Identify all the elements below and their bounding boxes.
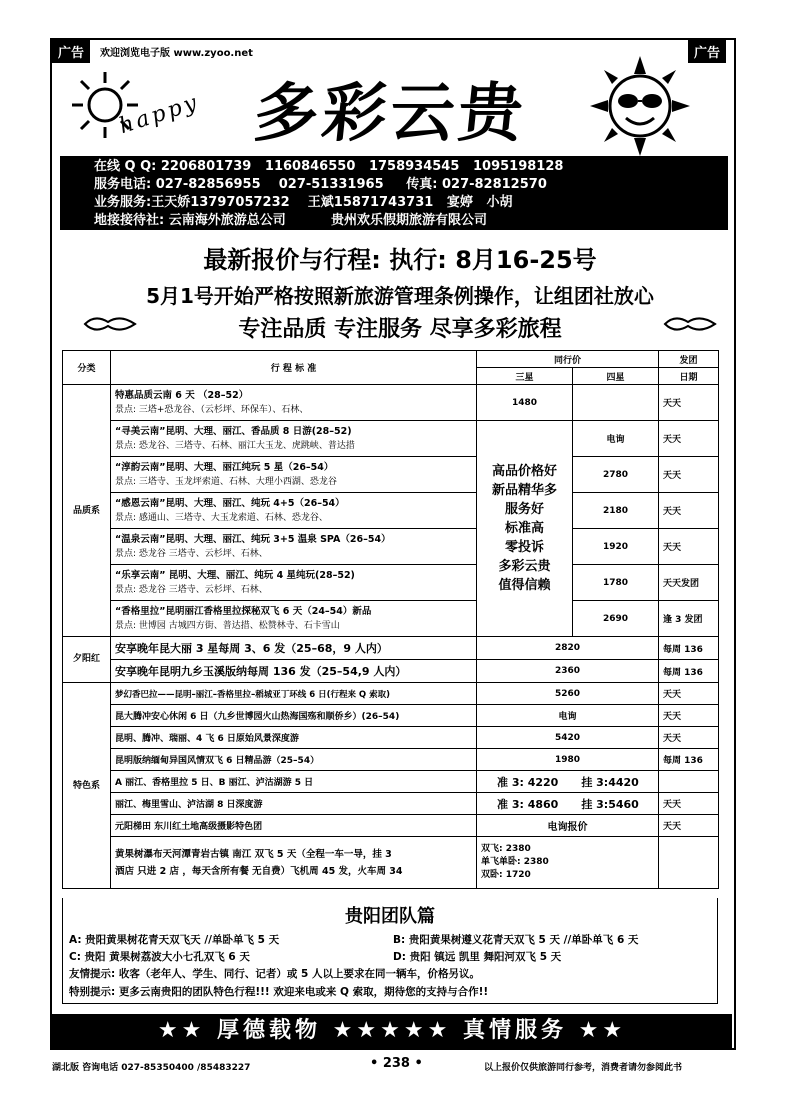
table-row xyxy=(63,421,719,457)
quality-blurb xyxy=(477,421,573,637)
route-title: A 丽江、香格里拉 5 日、B 丽江、泸沽湖游 5 日 xyxy=(111,771,477,793)
route-price: 5260 xyxy=(477,683,659,705)
price-line: 单飞单卧: 2380 xyxy=(481,857,549,867)
departure-date: 天天 xyxy=(659,457,719,493)
departure-date: 天天 xyxy=(659,529,719,565)
route-price: 2360 xyxy=(477,660,659,683)
table-row xyxy=(63,727,719,749)
route-line: 酒店 只进 2 店 ，每天含所有餐 无自费）飞机周 45 发，火车周 34 xyxy=(115,865,403,877)
table-row xyxy=(63,565,719,601)
departure-date: 逢 3 发团 xyxy=(659,601,719,637)
header-route: 行 程 标 准 xyxy=(111,351,477,385)
route-price-pair xyxy=(477,771,659,793)
departure-date: 天天 xyxy=(659,705,719,727)
page-number: • 238 • xyxy=(370,1056,423,1071)
category-quality: 品质系 xyxy=(63,385,111,637)
bottom-banner: ★★ 厚德载物 ★★★★★ 真情服务 ★★ xyxy=(52,1014,732,1048)
route-title: 元阳梯田 东川红土地高级摄影特色团 xyxy=(111,815,477,837)
header-four-star: 四星 xyxy=(573,368,659,385)
route-title: 丽江、梅里雪山、泸沽湖 8 日深度游 xyxy=(111,793,477,815)
footer-disclaimer: 以上报价仅供旅游同行参考，消费者请勿参阅此书 xyxy=(484,1063,683,1073)
contact-qq: 在线 Q Q: 2206801739 1160846550 1758934545 1095198128 xyxy=(94,159,564,174)
blurb-line: 标准高 xyxy=(504,521,544,536)
price-four-star: 1780 xyxy=(573,565,659,601)
table-row xyxy=(63,660,719,683)
price-b: 挂 3:5460 xyxy=(581,797,639,811)
route-spots: 景点: 三塔寺、玉龙坪索道、石林、大理小西湖、恐龙谷 xyxy=(115,476,337,487)
table-row xyxy=(63,601,719,637)
footer-contact: 湖北版 咨询电话 027-85350400 /85483227 xyxy=(52,1063,251,1073)
blurb-line: 服务好 xyxy=(504,502,544,517)
route-price: 1980 xyxy=(477,749,659,771)
special-tip: 特别提示: 更多云南贵阳的团队特色行程!!! 欢迎来电或来 Q 索取，期待您的支持与合作!! xyxy=(69,986,489,998)
guiyang-route-d: D: 贵阳 镇远 凯里 舞阳河双飞 5 天 xyxy=(393,951,562,963)
site-text[interactable]: 欢迎浏览电子版 www.zyoo.net xyxy=(100,48,253,59)
route-price-pair xyxy=(477,793,659,815)
price-a: 准 3: 4220 xyxy=(497,775,559,789)
departure-date: 天天 xyxy=(659,385,719,421)
price-four-star xyxy=(573,385,659,421)
route-spots: 景点: 感通山、三塔寺、大玉龙索道、石林、恐龙谷、 xyxy=(115,512,328,523)
route-price: 电询 xyxy=(477,705,659,727)
table-row xyxy=(63,457,719,493)
header-departure: 发团 xyxy=(659,351,719,368)
slogan: 专注品质 专注服务 尽享多彩旅程 xyxy=(238,317,562,342)
table-row xyxy=(63,493,719,529)
route-spots: 景点: 恐龙谷 三塔寺、云杉坪、石林、 xyxy=(115,548,268,559)
guizhou-route xyxy=(111,837,477,889)
route-price: 5420 xyxy=(477,727,659,749)
table-row xyxy=(63,637,719,660)
route-price: 2820 xyxy=(477,637,659,660)
departure-date: 天天 xyxy=(659,815,719,837)
blurb-line: 值得信赖 xyxy=(498,578,551,593)
departure-date: 每周 136 xyxy=(659,749,719,771)
table-row xyxy=(63,749,719,771)
table-row xyxy=(63,771,719,793)
contact-agency: 地接接待社: 云南海外旅游总公司 贵州欢乐假期旅游有限公司 xyxy=(94,213,487,228)
departure-date xyxy=(659,837,719,889)
header-peer-price: 同行价 xyxy=(477,351,659,368)
guiyang-section xyxy=(62,898,718,1004)
blurb-line: 新品精华多 xyxy=(491,483,557,498)
price-table xyxy=(62,350,719,889)
guiyang-title: 贵阳团队篇 xyxy=(345,906,435,927)
route-line: 黄果树瀑布天河潭青岩古镇 南江 双飞 5 天（全程一车一导，挂 3 xyxy=(115,848,392,860)
table-row xyxy=(63,793,719,815)
departure-date: 天天 xyxy=(659,493,719,529)
brand-title: 多彩云贵 xyxy=(250,76,531,151)
blurb-line: 零投诉 xyxy=(504,540,544,555)
header-category: 分类 xyxy=(63,351,111,385)
route-title: 特惠品质云南 6 天 （28–52） xyxy=(115,389,249,401)
sunglasses-sun-icon xyxy=(590,56,690,156)
table-row xyxy=(63,815,719,837)
route-spots: 景点: 恐龙谷 三塔寺、云杉坪、石林、 xyxy=(115,584,268,595)
contact-phone: 服务电话: 027-82856955 027-51331965 传真: 027-82812570 xyxy=(94,177,547,192)
price-four-star: 2780 xyxy=(573,457,659,493)
departure-date: 天天 xyxy=(659,683,719,705)
category-xiyang: 夕阳红 xyxy=(63,637,111,683)
departure-date: 每周 136 xyxy=(659,660,719,683)
price-b: 挂 3:4420 xyxy=(581,775,639,789)
price-line: 双飞: 2380 xyxy=(481,844,531,854)
route-title: 昆大腾冲安心休闲 6 日（九乡世博园火山热海国殇和顺侨乡）(26–54) xyxy=(111,705,477,727)
category-special: 特色系 xyxy=(63,683,111,889)
ad-label-left: 广告 xyxy=(52,40,90,63)
departure-date: 天天发团 xyxy=(659,565,719,601)
route-spots: 景点: 三塔+恐龙谷、（云杉坪、环保车）、石林、 xyxy=(115,404,309,415)
header-three-star: 三星 xyxy=(477,368,573,385)
route-title: 梦幻香巴拉——昆明–丽江–香格里拉–稻城亚丁环线 6 日(行程来 Q 索取) xyxy=(111,683,477,705)
price-line: 双卧: 1720 xyxy=(481,870,531,880)
subheadline: 5月1号开始严格按照新旅游管理条例操作，让组团社放心 xyxy=(146,284,654,308)
route-title: “感恩云南”昆明、大理、丽江、纯玩 4+5（26–54） xyxy=(115,497,345,509)
price-three-star: 1480 xyxy=(477,385,573,421)
price-four-star: 电询 xyxy=(573,421,659,457)
guiyang-route-a: A: 贵阳黄果树花青天双飞天 //单卧单飞 5 天 xyxy=(69,934,280,946)
blurb-line: 多彩云贵 xyxy=(498,559,551,574)
friendly-tip: 友情提示: 收客（老年人、学生、同行、记者）或 5 人以上要求在同一辆车，价格另议。 xyxy=(69,968,480,980)
guiyang-route-c: C: 贵阳 黄果树荔波大小七孔双飞 6 天 xyxy=(69,951,250,963)
ad-label-right: 广告 xyxy=(688,40,726,63)
route-title: “淳韵云南”昆明、大理、丽江纯玩 5 星（26–54） xyxy=(115,461,334,473)
route-title: 安享晚年昆明九乡玉溪版纳每周 136 发（25–54,9 人内） xyxy=(111,660,477,683)
route-price: 电询报价 xyxy=(477,815,659,837)
table-row xyxy=(63,837,719,889)
route-title: 昆明版纳缅甸异国风情双飞 6 日精品游（25–54） xyxy=(111,749,477,771)
departure-date: 天天 xyxy=(659,727,719,749)
guizhou-prices xyxy=(477,837,659,889)
departure-date xyxy=(659,771,719,793)
departure-date: 每周 136 xyxy=(659,637,719,660)
contact-staff: 业务服务:王天娇13797057232 王斌15871743731 宴婷 小胡 xyxy=(94,195,513,210)
table-row xyxy=(63,683,719,705)
route-title: “乐享云南” 昆明、大理、丽江、纯玩 4 星纯玩(28–52) xyxy=(115,569,355,581)
cloud-ornament-right-icon xyxy=(660,312,720,336)
route-spots: 景点: 恐龙谷、三塔寺、石林、丽江大玉龙、虎跳峡、普达措 xyxy=(115,440,355,451)
departure-date: 天天 xyxy=(659,793,719,815)
price-four-star: 2180 xyxy=(573,493,659,529)
route-title: 安享晚年昆大丽 3 星每周 3、6 发（25–68，9 人内） xyxy=(111,637,477,660)
table-row xyxy=(63,529,719,565)
header-departure-date: 日期 xyxy=(659,368,719,385)
contact-box xyxy=(60,156,728,230)
price-a: 准 3: 4860 xyxy=(497,797,559,811)
guiyang-route-b: B: 贵阳黄果树遵义花青天双飞 5 天 //单卧单飞 6 天 xyxy=(393,934,639,946)
price-four-star: 2690 xyxy=(573,601,659,637)
route-title: “香格里拉”昆明丽江香格里拉探秘双飞 6 天（24–54）新品 xyxy=(115,605,372,617)
blurb-line: 高品价格好 xyxy=(491,464,557,479)
route-title: “温泉云南”昆明、大理、丽江、纯玩 3+5 温泉 SPA（26–54） xyxy=(115,533,391,545)
happy-script: happy xyxy=(116,89,203,140)
route-spots: 景点: 世博园 古城四方街、普达措、松赞林寺、石卡雪山 xyxy=(115,620,340,631)
route-title: 昆明、腾冲、瑞丽、4 飞 6 日原始风景深度游 xyxy=(111,727,477,749)
departure-date: 天天 xyxy=(659,421,719,457)
headline: 最新报价与行程: 执行: 8月16-25号 xyxy=(203,246,597,274)
route-title: “寻美云南”昆明、大理、丽江、香品质 8 日游(28–52) xyxy=(115,425,352,437)
table-row xyxy=(63,705,719,727)
price-four-star: 1920 xyxy=(573,529,659,565)
table-row xyxy=(63,385,719,421)
